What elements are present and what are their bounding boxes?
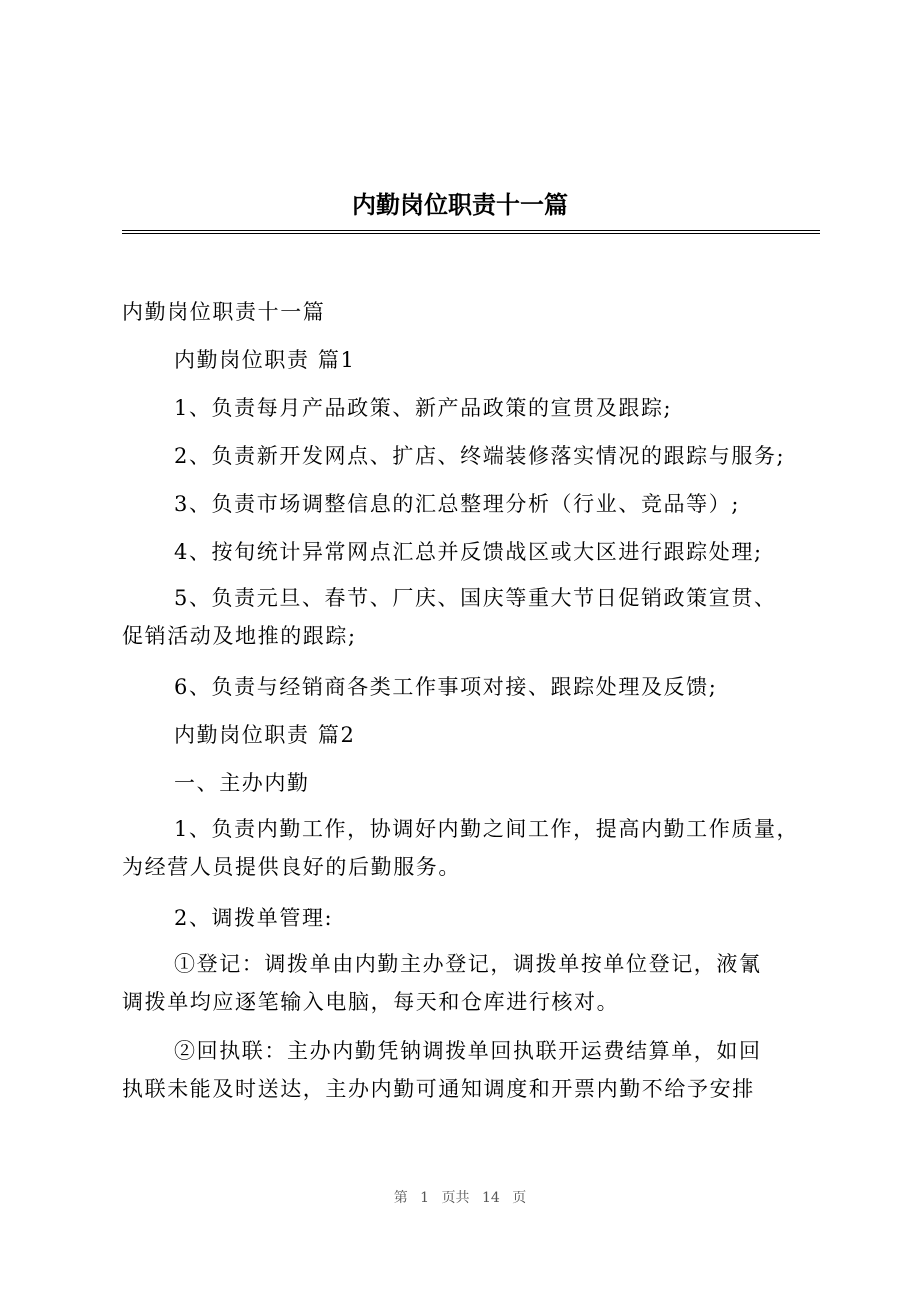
body-line-continued: 执联未能及时送达，主办内勤可通知调度和开票内勤不给予安排 bbox=[122, 1077, 755, 1101]
body-line: 6、负责与经销商各类工作事项对接、跟踪处理及反馈; bbox=[174, 675, 718, 699]
body-line: ①登记：调拨单由内勤主办登记，调拨单按单位登记，液氰 bbox=[174, 952, 762, 976]
page-footer: 第 1 页共 14 页 bbox=[393, 1190, 527, 1206]
body-line-continued: 促销活动及地推的跟踪; bbox=[122, 624, 357, 648]
body-line: 1、负责每月产品政策、新产品政策的宣贯及跟踪; bbox=[174, 396, 673, 420]
body-line-continued: 调拨单均应逐笔输入电脑，每天和仓库进行核对。 bbox=[122, 990, 620, 1014]
body-line: 3、负责市场调整信息的汇总整理分析（行业、竞品等）; bbox=[174, 492, 741, 516]
body-line-continued: 为经营人员提供良好的后勤服务。 bbox=[122, 855, 461, 879]
body-line: 内勤岗位职责十一篇 bbox=[122, 300, 326, 324]
body-line: ②回执联：主办内勤凭钠调拨单回执联开运费结算单，如回 bbox=[174, 1039, 762, 1063]
body-line: 1、负责内勤工作，协调好内勤之间工作，提高内勤工作质量， bbox=[174, 817, 800, 841]
body-line: 4、按旬统计异常网点汇总并反馈战区或大区进行跟踪处理; bbox=[174, 540, 763, 564]
subsection-heading: 一、主办内勤 bbox=[174, 771, 310, 795]
body-line: 5、负责元旦、春节、厂庆、国庆等重大节日促销政策宣贯、 bbox=[174, 586, 777, 610]
document-title: 内勤岗位职责十一篇 bbox=[352, 190, 568, 219]
section-heading: 内勤岗位职责 篇2 bbox=[174, 723, 356, 747]
document-body bbox=[122, 292, 822, 1120]
title-double-rule bbox=[122, 230, 820, 234]
body-line: 2、调拨单管理: bbox=[174, 906, 334, 930]
section-heading: 内勤岗位职责 篇1 bbox=[174, 348, 356, 372]
body-line: 2、负责新开发网点、扩店、终端装修落实情况的跟踪与服务; bbox=[174, 444, 786, 468]
